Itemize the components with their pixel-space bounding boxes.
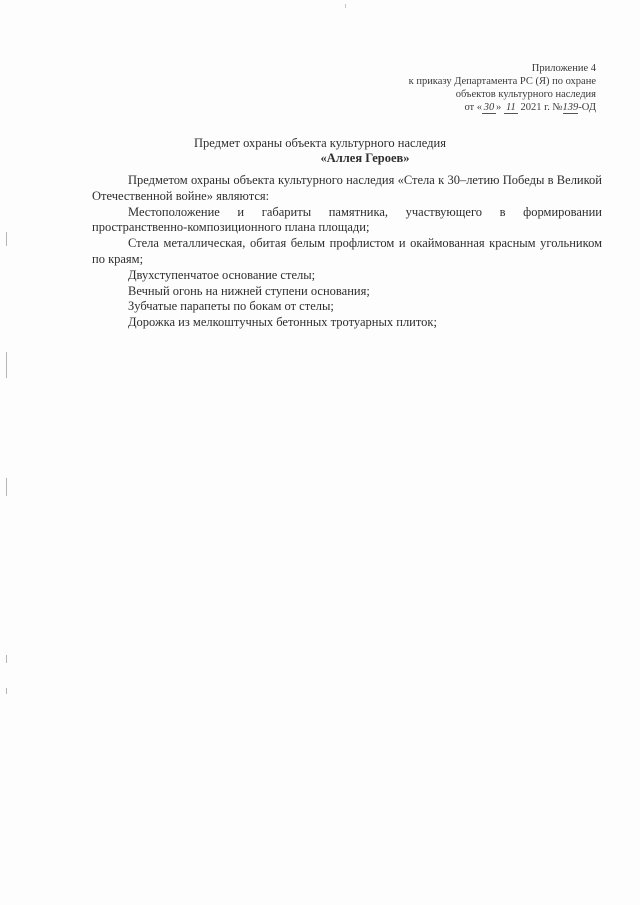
- list-item: Зубчатые парапеты по бокам от стелы;: [128, 299, 334, 314]
- document-body: [92, 173, 602, 331]
- list-item: Местоположение и габариты памятника, участвующего в формировании пространственно-композиционного плана площади;: [92, 204, 602, 235]
- date-month: 11: [504, 102, 518, 114]
- appendix-date-line: от « 30 » 11 2021 г. №139-ОД: [464, 102, 596, 113]
- binding-mark: [6, 478, 7, 496]
- binding-mark: [6, 688, 7, 694]
- order-number: 139: [562, 102, 579, 113]
- title-main: Предмет охраны объекта культурного наследия: [194, 136, 446, 150]
- scan-mark: [345, 4, 346, 8]
- appendix-department: объектов культурного наследия: [455, 89, 596, 100]
- list-item: Двухступенчатое основание стелы;: [128, 267, 316, 282]
- binding-mark: [6, 352, 7, 378]
- date-day: 30: [483, 102, 495, 113]
- binding-mark: [6, 232, 7, 246]
- list-item: Дорожка из мелкоштучных бетонных тротуарных плиток;: [128, 315, 437, 330]
- intro-paragraph: Предметом охраны объекта культурного наследия «Стела к 30–летию Победы в Великой Отечественной войне» являются:: [92, 173, 602, 203]
- list-item: Стела металлическая, обитая белым профлистом и окаймованная красным угольником по краям;: [92, 236, 602, 266]
- appendix-header: [296, 62, 596, 114]
- binding-mark: [6, 655, 7, 663]
- title-object-name: «Аллея Героев»: [320, 151, 410, 165]
- list-item: Вечный огонь на нижней ступени основания;: [128, 283, 370, 298]
- appendix-number: Приложение 4: [531, 63, 596, 74]
- document-title: [0, 136, 640, 166]
- appendix-order-ref: к приказу Департамента РС (Я) по охране: [408, 76, 596, 87]
